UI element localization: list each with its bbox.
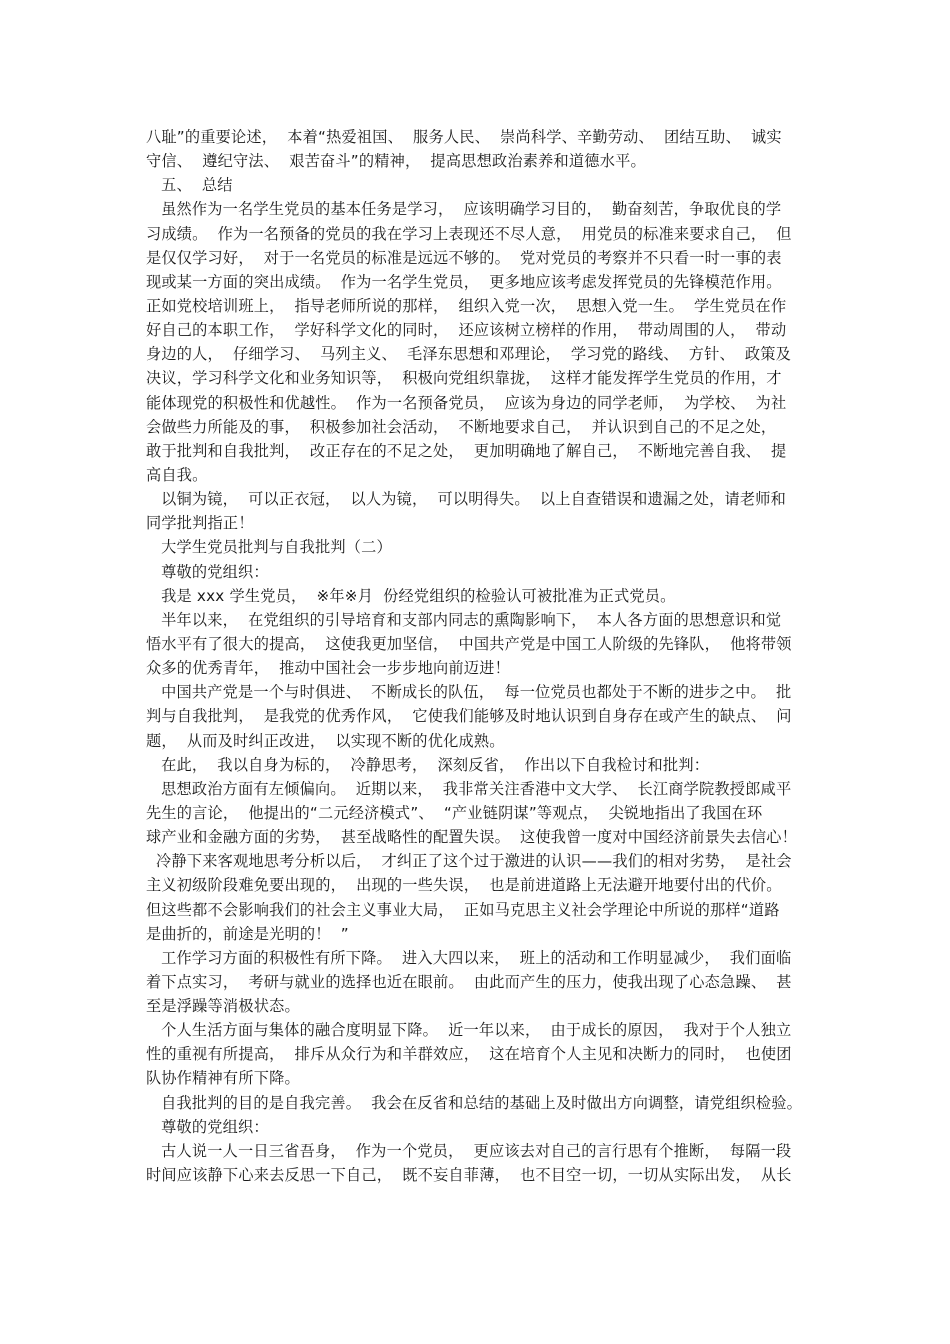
text-line: 判与自我批判， 是我党的优秀作风， 它使我们能够及时地认识到自身存在或产生的缺点、 问: [146, 707, 792, 726]
text-line: 守信、 遵纪守法、 艰苦奋斗”的精神， 提高思想政治素养和道德水平。: [146, 152, 646, 171]
text-line: 队协作精神有所下降。: [146, 1069, 300, 1088]
text-line: 敢于批判和自我批判， 改正存在的不足之处， 更加明确地了解自己， 不断地完善自我、 提: [146, 441, 787, 460]
text-line: 五、 总结: [146, 176, 233, 195]
text-line: 着下点实习， 考研与就业的选择也近在眼前。 由此而产生的压力，使我出现了心态急躁、 甚: [146, 972, 792, 991]
text-line: 中国共产党是一个与时俱进、 不断成长的队伍， 每一位党员也都处于不断的进步之中。 批: [146, 683, 792, 702]
text-line: 我是 xxx 学生党员， ※年※月 份经党组织的检验认可被批准为正式党员。: [146, 586, 676, 605]
text-line: 会做些力所能及的事， 积极参加社会活动， 不断地要求自己， 并认识到自己的不足之处，: [146, 417, 777, 436]
text-line: 但这些都不会影响我们的社会主义事业大局， 正如马克思主义社会学理论中所说的那样“道路: [146, 900, 780, 919]
text-line: 现或某一方面的突出成绩。 作为一名学生党员， 更多地应该考虑发挥党员的先锋模范作用。: [146, 272, 782, 291]
text-line: 悟水平有了很大的提高， 这使我更加坚信， 中国共产党是中国工人阶级的先锋队， 他将带领: [146, 634, 792, 653]
text-line: 虽然作为一名学生党员的基本任务是学习， 应该明确学习目的， 勤奋刻苦，争取优良的学: [146, 200, 782, 219]
text-line: 好自己的本职工作， 学好科学文化的同时， 还应该树立榜样的作用， 带动周围的人， 带动: [146, 321, 787, 340]
text-line: 自我批判的目的是自我完善。 我会在反省和总结的基础上及时做出方向调整，请党组织检验。: [146, 1093, 803, 1112]
text-line: 工作学习方面的积极性有所下降。 进入大四以来， 班上的活动和工作明显减少， 我们面临: [146, 948, 792, 967]
text-line: 时间应该静下心来去反思一下自己， 既不妄自菲薄， 也不目空一切，一切从实际出发， 从长: [146, 1166, 792, 1185]
text-line: 个人生活方面与集体的融合度明显下降。 近一年以来， 由于成长的原因， 我对于个人独立: [146, 1021, 792, 1040]
text-line: 是仅仅学习好， 对于一名党员的标准是远远不够的。 党对党员的考察并不只看一时一事的表: [146, 248, 782, 267]
text-line: 大学生党员批判与自我批判（二）: [146, 538, 392, 557]
text-line: 以铜为镜， 可以正衣冠， 以人为镜， 可以明得失。 以上自查错误和遗漏之处，请老师和: [146, 490, 787, 509]
text-line: 主义初级阶段难免要出现的， 出现的一些失误， 也是前进道路上无法避开地要付出的代价。: [146, 876, 782, 895]
text-line: 至是浮躁等消极状态。: [146, 997, 300, 1016]
text-line: 众多的优秀青年， 推动中国社会一步步地向前迈进！: [146, 659, 510, 678]
text-line: 同学批判指正！: [146, 514, 254, 533]
text-line: 冷静下来客观地思考分析以后， 才纠正了这个过于激进的认识——我们的相对劣势， 是社会: [146, 852, 792, 871]
text-line: 半年以来， 在党组织的引导培育和支部内同志的熏陶影响下， 本人各方面的思想意识和觉: [146, 610, 782, 629]
text-line: 题， 从而及时纠正改进， 以实现不断的优化成熟。: [146, 731, 505, 750]
text-line: 高自我。: [146, 465, 208, 484]
text-line: 思想政治方面有左倾偏向。 近期以来， 我非常关注香港中文大学、 长江商学院教授郎咸平: [146, 779, 792, 798]
text-line: 决议，学习科学文化和业务知识等， 积极向党组织靠拢， 这样才能发挥学生党员的作用，才: [146, 369, 782, 388]
text-line: 正如党校培训班上， 指导老师所说的那样， 组织入党一次， 思想入党一生。 学生党员在作: [146, 296, 787, 315]
text-line: 能体现党的积极性和优越性。 作为一名预备党员， 应该为身边的同学老师， 为学校、 为社: [146, 393, 787, 412]
text-line: 性的重视有所提高， 排斥从众行为和羊群效应， 这在培育个人主见和决断力的同时， 也使团: [146, 1045, 792, 1064]
text-line: 在此， 我以自身为标的， 冷静思考， 深刻反省， 作出以下自我检讨和批判：: [146, 755, 710, 774]
text-line: 习成绩。 作为一名预备的党员的我在学习上表现还不尽人意， 用党员的标准来要求自己， 但: [146, 224, 792, 243]
text-line: 尊敬的党组织：: [146, 1117, 269, 1136]
text-line: 八耻”的重要论述， 本着“热爱祖国、 服务人民、 崇尚科学、辛勤劳动、 团结互助、 诚实: [146, 128, 782, 146]
text-line: 古人说一人一日三省吾身， 作为一个党员， 更应该去对自己的言行思有个推断， 每隔一段: [146, 1141, 792, 1160]
text-line: 先生的言论， 他提出的“二元经济模式”、 “产业链阴谋”等观点， 尖锐地指出了我国在环: [146, 803, 763, 822]
text-line: 身边的人， 仔细学习、 马列主义、 毛泽东思想和邓理论， 学习党的路线、 方针、 政策及: [146, 345, 792, 364]
text-line: 球产业和金融方面的劣势， 甚至战略性的配置失误。 这使我曾一度对中国经济前景失去信心！: [146, 828, 797, 847]
text-line: 是曲折的，前途是光明的！ ”: [146, 924, 349, 943]
document-body: [146, 125, 814, 1187]
text-line: 尊敬的党组织：: [146, 562, 269, 581]
